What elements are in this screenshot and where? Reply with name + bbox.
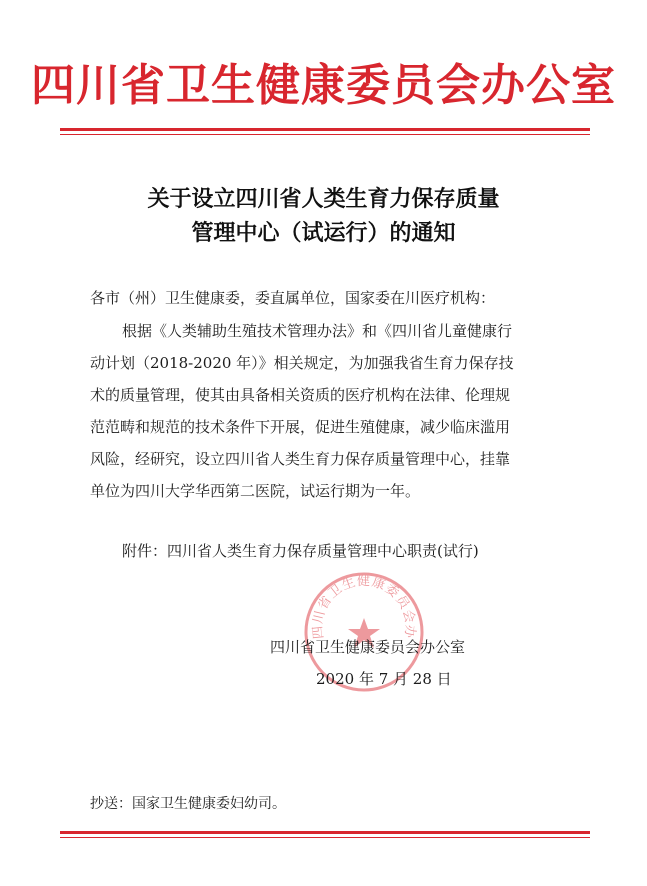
paragraph-line-4: 范范畴和规范的技术条件下开展，促进生殖健康，减少临床滥用 [90,418,511,436]
paragraph-line-6: 单位为四川大学华西第二医院，试运行期为一年。 [90,482,421,500]
recipients-line: 各市（州）卫生健康委，委直属单位，国家委在川医疗机构： [90,289,496,307]
paragraph-line-2: 动计划（2018-2020 年）》相关规定，为加强我省生育力保存技 [90,354,514,372]
footer-red-rule-thin [60,837,590,838]
notice-title-line-2: 管理中心（试运行）的通知 [191,220,456,246]
paragraph-line-5: 风险，经研究，设立四川省人类生育力保存质量管理中心，挂靠 [90,450,511,468]
header-red-rule-thin [60,134,590,135]
cc-line: 抄送：国家卫生健康委妇幼司。 [90,796,286,812]
notice-title-line-1: 关于设立四川省人类生育力保存质量 [147,186,500,212]
paragraph-line-1: 根据《人类辅助生殖技术管理办法》和《四川省儿童健康行 [122,322,513,340]
stamp-arc-text: 四川省卫生健康委员会办 [310,574,418,640]
footer-red-rule-thick [60,831,590,834]
header-red-rule-thick [60,128,590,131]
paragraph-line-3: 术的质量管理，使其由具备相关资质的医疗机构在法律、伦理规 [90,386,511,404]
org-header-title: 四川省卫生健康委员会办公室 [31,60,616,111]
attachment-line: 附件：四川省人类生育力保存质量管理中心职责(试行) [122,542,479,560]
signature-date: 2020 年 7 月 28 日 [316,670,452,688]
signature-organization: 四川省卫生健康委员会办公室 [270,638,466,656]
